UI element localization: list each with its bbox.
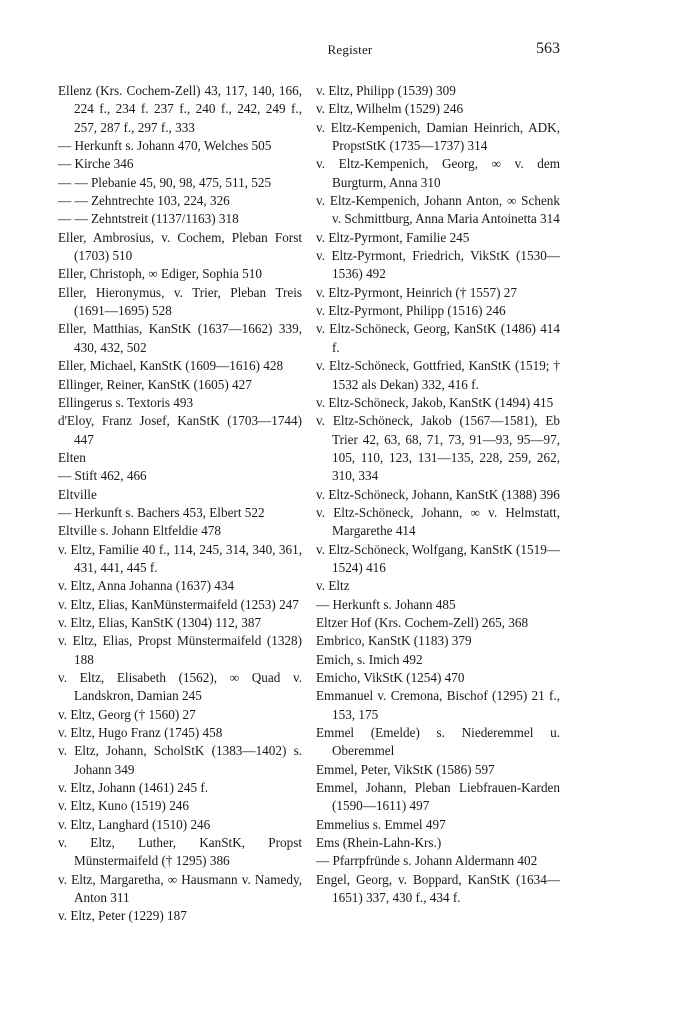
index-entry: v. Eltz, Johann, ScholStK (1383—1402) s. Johann 349	[58, 743, 302, 777]
index-entry: Ems (Rhein-Lahn-Krs.)	[316, 835, 442, 851]
index-entry: — Stift 462, 466	[58, 468, 147, 484]
index-entry: Eltville	[58, 486, 97, 502]
index-entry: — Herkunft s. Bachers 453, Elbert 522	[58, 504, 265, 520]
index-entry: v. Eltz-Schöneck, Johann, ∞ v. Helmstatt, Margarethe 414	[316, 504, 560, 539]
running-header-title: Register	[327, 42, 373, 57]
page-number: 563	[536, 40, 560, 57]
index-entry: v. Eltz, Wilhelm (1529) 246	[316, 101, 464, 117]
index-entry: Eller, Christoph, ∞ Ediger, Sophia 510	[58, 266, 262, 282]
index-entry: Emich, s. Imich 492	[316, 651, 423, 667]
index-entry: Emmel, Peter, VikStK (1586) 597	[316, 761, 495, 777]
index-entry: v. Eltz, Peter (1229) 187	[58, 908, 187, 924]
index-entry: v. Eltz, Margaretha, ∞ Hausmann v. Namedy, Anton 311	[58, 871, 302, 906]
index-entry: d'Eloy, Franz Josef, KanStK (1703—1744) 447	[58, 413, 302, 447]
index-entry: Eller, Ambrosius, v. Cochem, Pleban Forst (1703) 510	[58, 229, 302, 264]
index-entry: v. Eltz, Kuno (1519) 246	[58, 798, 189, 814]
index-entry: Emmanuel v. Cremona, Bischof (1295) 21 f., 153, 175	[316, 688, 560, 722]
index-entry: v. Eltz-Schöneck, Jakob, KanStK (1494) 415	[316, 394, 554, 410]
index-entry: Emmel, Johann, Pleban Liebfrauen-Karden (1590—1611) 497	[316, 780, 560, 814]
index-entry: Eltville s. Johann Eltfeldie 478	[58, 523, 221, 539]
index-entry: Emmelius s. Emmel 497	[316, 816, 446, 832]
index-entry: — Herkunft s. Johann 470, Welches 505	[58, 138, 272, 154]
index-entry: v. Eltz-Kempenich, Damian Heinrich, ADK, PropstStK (1735—1737) 314	[316, 119, 560, 154]
index-entry: v. Eltz-Kempenich, Johann Anton, ∞ Schenk v. Schmittburg, Anna Maria Antoinetta 314	[316, 193, 560, 227]
index-entry: — — Zehntstreit (1137/1163) 318	[58, 211, 239, 227]
index-entry: Eltzer Hof (Krs. Cochem-Zell) 265, 368	[316, 614, 529, 630]
index-entry: v. Eltz, Anna Johanna (1637) 434	[58, 578, 235, 594]
index-entry: — — Plebanie 45, 90, 98, 475, 511, 525	[58, 174, 272, 190]
index-entry: v. Eltz, Johann (1461) 245 f.	[58, 780, 209, 796]
index-entry: v. Eltz-Kempenich, Georg, ∞ v. dem Burgturm, Anna 310	[316, 156, 560, 190]
index-entry: v. Eltz, Langhard (1510) 246	[58, 816, 211, 832]
index-entry: v. Eltz-Schöneck, Georg, KanStK (1486) 414 f.	[316, 321, 560, 355]
index-entry: — Kirche 346	[58, 156, 134, 172]
index-entry: v. Eltz, Georg († 1560) 27	[58, 706, 196, 722]
index-column-left	[58, 82, 302, 926]
index-entry: v. Eltz, Elias, Propst Münstermaifeld (1328) 188	[58, 633, 302, 667]
index-entry: Elten	[58, 449, 86, 465]
index-entry: v. Eltz, Philipp (1539) 309	[316, 83, 456, 98]
index-entry: v. Eltz, Familie 40 f., 114, 245, 314, 340, 361, 431, 441, 445 f.	[58, 541, 302, 575]
index-entry: v. Eltz, Elias, KanStK (1304) 112, 387	[58, 614, 262, 630]
index-entry: Ellenz (Krs. Cochem-Zell) 43, 117, 140, 166, 224 f., 234 f. 237 f., 240 f., 242, 249 f., 257, 287 f., 297 f., 333	[58, 83, 302, 135]
index-entry: Emicho, VikStK (1254) 470	[316, 670, 465, 685]
index-entry: Emmel (Emelde) s. Niederemmel u. Oberemmel	[316, 725, 560, 759]
index-entry: v. Eltz-Schöneck, Johann, KanStK (1388) 396	[316, 486, 560, 502]
index-entry: v. Eltz-Pyrmont, Philipp (1516) 246	[316, 303, 506, 319]
index-entry: v. Eltz, Hugo Franz (1745) 458	[58, 725, 223, 741]
index-entry: v. Eltz-Schöneck, Gottfried, KanStK (1519; † 1532 als Dekan) 332, 416 f.	[316, 358, 560, 392]
index-entry: — — Zehntrechte 103, 224, 326	[58, 193, 230, 209]
index-entry: Eller, Hieronymus, v. Trier, Pleban Treis (1691—1695) 528	[58, 284, 302, 319]
index-entry: v. Eltz, Elias, KanMünstermaifeld (1253) 247	[58, 596, 299, 612]
index-entry: Embrico, KanStK (1183) 379	[316, 633, 472, 649]
index-entry: v. Eltz-Schöneck, Jakob (1567—1581), Eb Trier 42, 63, 68, 71, 73, 91—93, 95—97, 105, 110, 123, 131—135, 228, 259, 262, 310, 334	[316, 413, 560, 484]
index-entry: — Pfarrpfründe s. Johann Aldermann 402	[316, 853, 538, 869]
index-entry: Ellinger, Reiner, KanStK (1605) 427	[58, 376, 252, 392]
index-entry: v. Eltz-Pyrmont, Friedrich, VikStK (1530—1536) 492	[316, 248, 560, 282]
index-entry: v. Eltz-Pyrmont, Familie 245	[316, 229, 470, 245]
index-entry: — Herkunft s. Johann 485	[316, 596, 456, 612]
index-entry: Eller, Michael, KanStK (1609—1616) 428	[58, 358, 284, 374]
index-entry: v. Eltz, Elisabeth (1562), ∞ Quad v. Landskron, Damian 245	[58, 670, 302, 704]
index-entry: Engel, Georg, v. Boppard, KanStK (1634—1651) 337, 430 f., 434 f.	[316, 871, 560, 906]
index-entry: v. Eltz-Pyrmont, Heinrich († 1557) 27	[316, 284, 517, 300]
index-entry: v. Eltz-Schöneck, Wolfgang, KanStK (1519—1524) 416	[316, 541, 560, 575]
index-entry: v. Eltz, Luther, KanStK, Propst Münstermaifeld († 1295) 386	[58, 835, 302, 869]
index-column-right	[316, 82, 560, 907]
index-entry: Ellingerus s. Textoris 493	[58, 394, 194, 410]
index-entry: v. Eltz	[316, 578, 350, 594]
index-entry: Eller, Matthias, KanStK (1637—1662) 339, 430, 432, 502	[58, 321, 302, 355]
